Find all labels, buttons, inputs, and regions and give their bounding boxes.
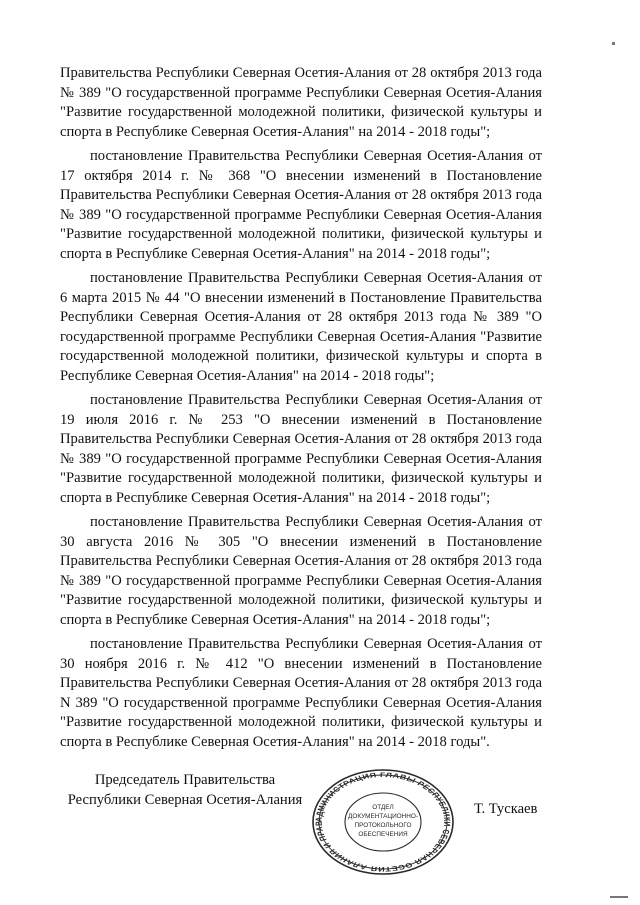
seal-ring-text: АДМИНИСТРАЦИЯ ГЛАВЫ РЕСПУБЛИКИ СЕВЕРНАЯ ОСЕТИЯ-АЛАНИЯ И ПРАВ bbox=[313, 771, 453, 873]
seal-icon bbox=[307, 768, 459, 876]
paragraph: постановление Правительства Республики Северная Осетия-Алания от 17 октября 2014 г. № 368 "О внесении изменений в Постановление Правительства Республики Северная Осетия-Алания от 28 октября 2013 года № 389 "О государственной программе Республики Северная Осетия-Алания "Развитие государственной молодежной политики, физической культуры и спорта в Республике Северная Осетия-Алания" на 2014 - 2018 годы"; bbox=[60, 148, 542, 262]
signatory-position-line: Председатель Правительства bbox=[94, 772, 276, 788]
signatory-position-line: Республики Северная Осетия-Алания bbox=[67, 791, 303, 808]
document-body bbox=[60, 64, 542, 757]
signatory-name: Т. Тускаев bbox=[474, 801, 538, 817]
seal-center-line: ОБЕСПЕЧЕНИЯ bbox=[358, 831, 408, 838]
scan-mark bbox=[610, 896, 628, 898]
paragraph: постановление Правительства Республики Северная Осетия-Алания от 19 июля 2016 г. № 253 "О внесении изменений в Постановление Правительства Республики Северная Осетия-Алания от 28 октября 2013 года № 389 "О государственной программе Республики Северная Осетия-Алания "Развитие государственной молодежной политики, физической культуры и спорта в Республике Северная Осетия-Алания" на 2014 - 2018 годы"; bbox=[60, 392, 542, 506]
paragraph: постановление Правительства Республики Северная Осетия-Алания от 30 ноября 2016 г. № 412 "О внесении изменений в Постановление Правительства Республики Северная Осетия-Алания от 28 октября 2013 года N 389 "О государственной программе Республики Северная Осетия-Алания "Развитие государственной молодежной политики, физической культуры и спорта в Республике Северная Осетия-Алания" на 2014 - 2018 годы". bbox=[60, 636, 542, 750]
scan-mark bbox=[612, 42, 615, 45]
paragraph: постановление Правительства Республики Северная Осетия-Алания от 30 августа 2016 № 305 "О внесении изменений в Постановление Правительства Республики Северная Осетия-Алания от 28 октября 2013 года № 389 "О государственной программе Республики Северная Осетия-Алания "Развитие государственной молодежной политики, физической культуры и спорта в Республике Северная Осетия-Алания" на 2014 - 2018 годы"; bbox=[60, 514, 542, 628]
seal-center-line: ПРОТОКОЛЬНОГО bbox=[354, 822, 412, 829]
signatory-position bbox=[60, 771, 310, 810]
paragraph: Правительства Республики Северная Осетия-Алания от 28 октября 2013 года № 389 "О государственной программе Республики Северная Осетия-Алания "Развитие государственной молодежной политики, физической культуры и спорта в Республике Северная Осетия-Алания" на 2014 - 2018 годы"; bbox=[60, 65, 542, 140]
official-seal bbox=[307, 768, 459, 876]
seal-center-line: ОТДЕЛ bbox=[372, 804, 394, 811]
seal-center-line: ДОКУМЕНТАЦИОННО- bbox=[348, 813, 418, 820]
signature-block bbox=[0, 768, 640, 878]
paragraph: постановление Правительства Республики Северная Осетия-Алания от 6 марта 2015 № 44 "О внесении изменений в Постановление Правительства Республики Северная Осетия-Алания от 28 октября 2013 года № 389 "О государственной программе Республики Северная Осетия-Алания "Развитие государственной молодежной политики, физической культуры и спорта в Республике Северная Осетия-Алания" на 2014 - 2018 годы"; bbox=[60, 270, 542, 384]
